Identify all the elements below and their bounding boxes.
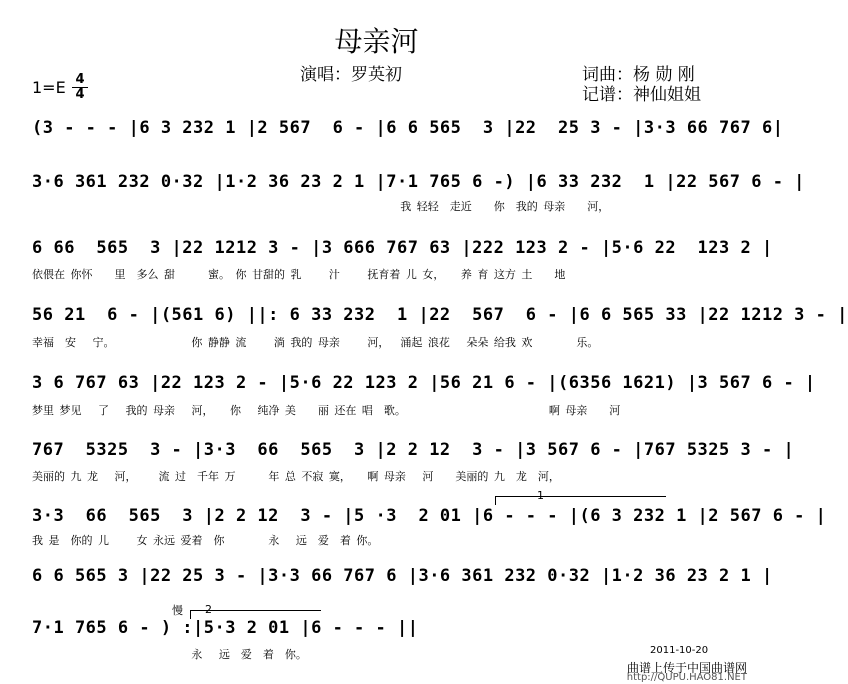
score-line-3: 6 66 565 3 |22 1212 3 - |3 666 767 63 |222 123 2 - |5·6 22 123 2 | xyxy=(32,238,773,258)
date-stamp: 2011-10-20 xyxy=(650,645,709,656)
singer-credit: 演唱：罗英初 xyxy=(300,65,402,85)
time-signature-top: 4 xyxy=(75,72,85,87)
lyric-line-7: 我 是 你的 儿 女 永远 爱着 你 永 远 爱 着 你。 xyxy=(32,534,379,547)
watermark-url: http://QUPU.HAO81.NET xyxy=(626,672,747,683)
score-line-6: 767 5325 3 - |3·3 66 565 3 |2 2 12 3 - |3 567 6 - |767 5325 3 - | xyxy=(32,440,795,460)
song-title: 母亲河 xyxy=(334,25,419,58)
lyric-line-9: 永 远 爱 着 你。 xyxy=(32,648,307,661)
score-line-7: 3·3 66 565 3 |2 2 12 3 - |5 ·3 2 01 |6 - - - |(6 3 232 1 |2 567 6 - | xyxy=(32,506,827,526)
lyric-line-6: 美丽的 九 龙 河， 流 过 千年 万 年 总 不寂 寞， 啊 母亲 河 美丽的 九 龙 河， xyxy=(32,470,560,483)
score-line-5: 3 6 767 63 |22 123 2 - |5·6 22 123 2 |56 21 6 - |(6356 1621) |3 567 6 - | xyxy=(32,373,816,393)
transcriber-credit: 记谱：神仙姐姐 xyxy=(582,85,701,105)
score-line-2: 3·6 361 232 0·32 |1·2 36 23 2 1 |7·1 765 6 -) |6 33 232 1 |22 567 6 - | xyxy=(32,172,805,192)
score-line-9: 7·1 765 6 - ) :|5·3 2 01 |6 - - - || xyxy=(32,618,419,638)
score-line-1: (3 - - - |6 3 232 1 |2 567 6 - |6 6 565 3 |22 25 3 - |3·3 66 767 6| xyxy=(32,118,784,138)
key-signature: 1=E xyxy=(32,78,66,97)
volta-bracket-1 xyxy=(495,496,666,505)
time-signature xyxy=(72,74,88,101)
volta-number-1: 1 xyxy=(537,489,544,502)
time-signature-bottom: 4 xyxy=(75,87,85,102)
volta-number-2: 2 xyxy=(205,603,212,616)
lyric-line-2: 我 轻轻 走近 你 我的 母亲 河， xyxy=(32,200,610,213)
watermark: 曲谱上传于中国曲谱网 xyxy=(626,661,747,675)
composer-credit: 词曲：杨 勋 刚 xyxy=(582,65,695,85)
lyric-line-4: 幸福 安 宁。 你 静静 流 淌 我的 母亲 河， 涌起 浪花 朵朵 给我 欢 乐。 xyxy=(32,336,599,349)
tempo-mark: 慢 xyxy=(172,604,183,617)
lyric-line-5: 梦里 梦见 了 我的 母亲 河， 你 纯净 美 丽 还在 唱 歌。 啊 母亲 河 xyxy=(32,404,621,417)
lyric-line-3: 依偎在 你怀 里 多么 甜 蜜。 你 甘甜的 乳 汁 抚育着 儿 女， 养 育 这方 土 地 xyxy=(32,268,566,281)
score-line-4: 56 21 6 - |(561 6) ||: 6 33 232 1 |22 567 6 - |6 6 565 33 |22 1212 3 - | xyxy=(32,305,848,325)
score-line-8: 6 6 565 3 |22 25 3 - |3·3 66 767 6 |3·6 361 232 0·32 |1·2 36 23 2 1 | xyxy=(32,566,773,586)
